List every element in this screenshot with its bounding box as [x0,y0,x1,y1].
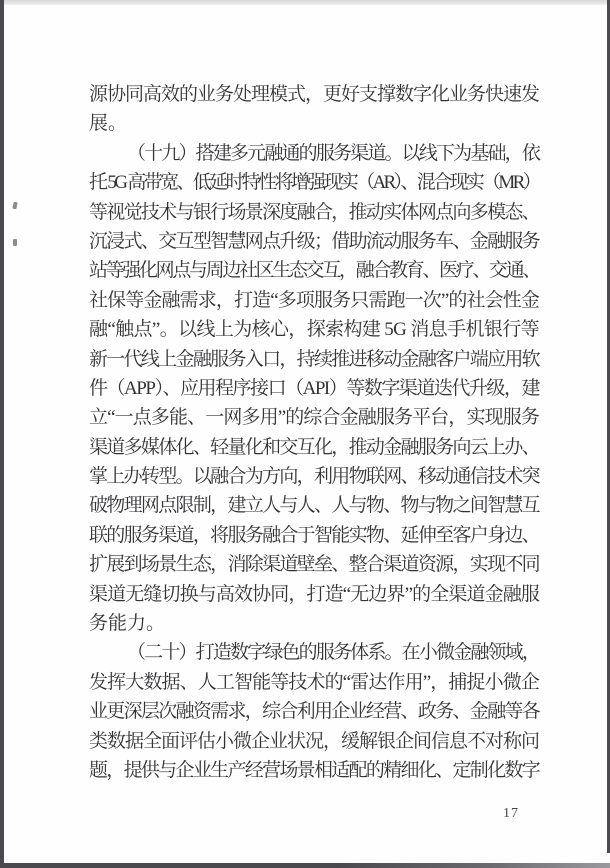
text-line: 沉浸式、交互型智慧网点升级；借助流动服务车、金融服务 [89,230,539,252]
text-line: 立“一点多能、一网多用”的综合金融服务平台，实现服务 [89,407,539,429]
scan-speck [13,239,17,246]
text-line: 类数据全面评估小微企业状况，缓解银企间信息不对称问 [89,730,539,752]
text-line: （十九）搭建多元融通的服务渠道。以线下为基础，依 [127,142,539,164]
text-line: 题，提供与企业生产经营场景相适配的精细化、定制化数字 [89,759,539,781]
text-line: 发挥大数据、人工智能等技术的“雷达作用”，捕捉小微企 [89,671,539,693]
text-line: 渠道多媒体化、轻量化和交互化，推动金融服务向云上办、 [89,436,539,458]
text-line: （二十）打造数字绿色的服务体系。在小微金融领域， [127,642,539,664]
text-line: 扩展到场景生态，消除渠道壁垒、整合渠道资源，实现不同 [89,554,539,576]
page-number: 17 [503,806,519,821]
text-line: 托 5G 高带宽、低延时特性将增强现实（AR）、混合现实（MR） [89,172,539,194]
text-line: 联的服务渠道，将服务融合于智能实物、延伸至客户身边、 [89,524,539,546]
text-line: 务能力。 [89,613,166,635]
text-line: 源协同高效的业务处理模式，更好支撑数字化业务快速发 [89,84,539,105]
text-line: 站等强化网点与周边社区生态交互，融合教育、医疗、交通、 [89,260,539,282]
text-line: 业更深层次融资需求，综合利用企业经营、政务、金融等各 [89,701,539,723]
scan-edge-bottom [0,863,610,868]
text-line: 融“触点”。以线上为核心，探索构建 5G 消息手机银行等 [89,319,539,341]
text-line: 新一代线上金融服务入口，持续推进移动金融客户端应用软 [89,348,539,370]
text-line: 社保等金融需求，打造“多项服务只需跑一次”的社会性金 [89,289,539,311]
text-line: 渠道无缝切换与高效协同，打造“无边界”的全渠道金融服 [89,583,539,605]
scan-edge-left [0,0,4,868]
text-line: 件（APP）、应用程序接口（API）等数字渠道迭代升级，建 [89,377,539,399]
scan-edge-top [0,0,610,5]
text-line: 破物理网点限制，建立人与人、人与物、物与物之间智慧互 [89,495,539,517]
text-block [89,80,539,785]
scan-speck [12,202,17,210]
text-line: 掌上办转型。以融合为方向，利用物联网、移动通信技术突 [89,466,539,488]
text-line: 等视觉技术与银行场景深度融合，推动实体网点向多模态、 [89,201,539,223]
text-line: 展。 [89,113,128,135]
